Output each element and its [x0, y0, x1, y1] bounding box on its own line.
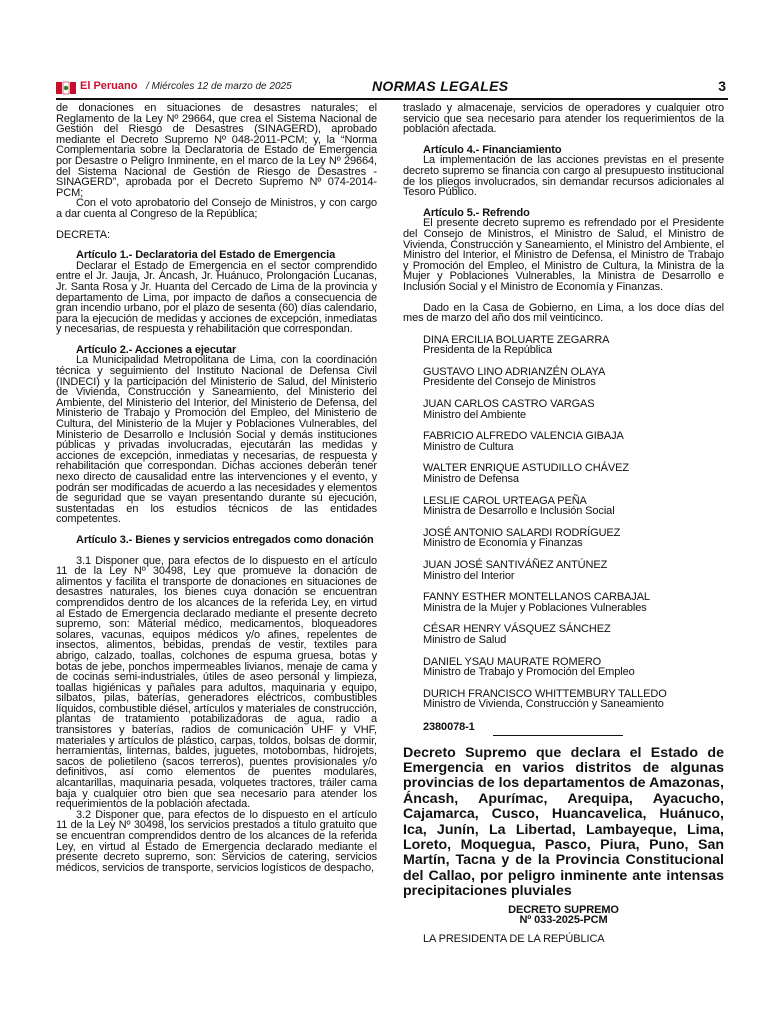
- article-3-title: Artículo 3.- Bienes y servicios entregados como donación: [76, 533, 374, 546]
- signatory-name: DURICH FRANCISCO WHITTEMBURY TALLEDO: [423, 687, 667, 700]
- signatory-title: Ministra de la Mujer y Poblaciones Vulnerables: [423, 601, 647, 614]
- el-peruano-logo-icon: [56, 80, 76, 96]
- signatory-title: Ministro de Salud: [423, 633, 507, 646]
- article-1-text: Declarar el Estado de Emergencia en el sector comprendido entre el Jr. Jauja, Jr. Áncash, Jr. Huánuco, Prolongación Lucanas, Jr. Santa Rosa y Jr. Huanta del Cercado de Lima de la provincia y departamento de Lima, por impacto de daños a consecuencia de gran incendio urbano, por el plazo de sesenta (60) días calendario, para la ejecución de medidas y acciones de excepción, inmediatas y necesarias, de respuesta y rehabilitación que correspondan.: [56, 259, 377, 336]
- page-number: 3: [718, 78, 726, 94]
- separator-rule: [493, 735, 623, 736]
- decree-number: Nº 033-2025-PCM: [519, 914, 608, 927]
- decree-label: DECRETO SUPREMO: [508, 903, 619, 916]
- signatory-title: Ministra de Desarrollo e Inclusión Social: [423, 505, 615, 518]
- continuation-paragraph: traslado y almacenaje, servicios de operadores y cualquier otro servicio que sea necesario para atender los requerimientos de la población afectada.: [403, 103, 724, 136]
- section-title: NORMAS LEGALES: [372, 78, 509, 94]
- signatory-name: JUAN JOSÉ SANTIVÁÑEZ ANTÚNEZ: [423, 559, 608, 571]
- page-header: [56, 78, 728, 100]
- signatory-title: Ministro de Economía y Finanzas: [423, 537, 583, 550]
- signatory-name: FANNY ESTHER MONTELLANOS CARBAJAL: [423, 591, 650, 604]
- decreta-heading: DECRETA:: [56, 228, 111, 241]
- signatory-title: Ministro de Defensa: [423, 473, 519, 486]
- dado-paragraph: Dado en la Casa de Gobierno, en Lima, a los doce días del mes de marzo del año dos mil veinticinco.: [403, 301, 724, 325]
- publication-code: 2380078-1: [423, 720, 475, 733]
- article-1-title: Artículo 1.- Declaratoria del Estado de Emergencia: [76, 249, 336, 262]
- signatory-title: Presidente del Consejo de Ministros: [423, 376, 596, 389]
- signatory-title: Presidenta de la República: [423, 344, 552, 357]
- left-column: [56, 103, 377, 1018]
- signatory-title: Ministro de Cultura: [423, 440, 514, 453]
- signatory-title: Ministro de Vivienda, Construcción y Saneamiento: [423, 698, 664, 711]
- signatory-name: GUSTAVO LINO ADRIANZÉN OLAYA: [423, 365, 606, 378]
- signatory-title: Ministro de Trabajo y Promoción del Empleo: [423, 666, 635, 679]
- issue-date: / Miércoles 12 de marzo de 2025: [146, 81, 292, 92]
- right-column: [403, 103, 724, 1018]
- presidenta-heading: LA PRESIDENTA DE LA REPÚBLICA: [423, 932, 605, 945]
- signatory-name: WALTER ENRIQUE ASTUDILLO CHÁVEZ: [423, 462, 629, 475]
- signatory-name: CÉSAR HENRY VÁSQUEZ SÁNCHEZ: [423, 623, 611, 636]
- article-5-text: El presente decreto supremo es refrendado por el Presidente del Consejo de Ministros, el Ministro de Salud, el Ministro de Vivienda, Construcción y Saneamiento, el Ministro del Ambiente, el Ministro del Interior, el Ministro de Defensa, el Ministro de Trabajo y Promoción del Empleo, el Ministro de Cultura, la Ministra de la Mujer y Poblaciones Vulnerables, la Ministra de Desarrollo e Inclusión Social y el Ministro de Economía y Finanzas.: [403, 217, 724, 293]
- intro-paragraph: de donaciones en situaciones de desastres naturales; el Reglamento de la Ley Nº 29664, que crea el Sistema Nacional de Gestión del Riesgo de Desastres (SINAGERD), aprobado mediante el Decreto Supremo Nº 048-2011-PCM; y, la “Norma Complementaria sobre la Declaratoria de Estado de Emergencia por Desastre o Peligro Inminente, en el marco de la Ley Nº 29664, del Sistema Nacional de Gestión de Riesgo de Desastres - SINAGERD”, aprobada por el Decreto Supremo Nº 074-2014-PCM;: [56, 103, 377, 199]
- decree-title: Decreto Supremo que declara el Estado de Emergencia en varios distritos de algunas provincias de los departamentos de Amazonas, Áncash, Apurímac, Arequipa, Ayacucho, Cajamarca, Cusco, Huancavelica, Huánuco, Ica, Junín, La Libertad, Lambayeque, Lima, Loreto, Moquegua, Pasco, Piura, Puno, San Martín, Tacna y de la Provincia Constitucional del Callao, por peligro inminente ante intensas precipitaciones pluviales: [403, 744, 724, 900]
- signatory-name: JUAN CARLOS CASTRO VARGAS: [423, 398, 595, 411]
- article-5-title: Artículo 5.- Refrendo: [423, 206, 530, 219]
- signatory-name: DANIEL YSAU MAURATE ROMERO: [423, 655, 602, 668]
- article-2-title: Artículo 2.- Acciones a ejecutar: [76, 343, 237, 356]
- signatory-name: DINA ERCILIA BOLUARTE ZEGARRA: [423, 333, 610, 346]
- newspaper-brand: El Peruano: [80, 80, 138, 92]
- article-2-text: La Municipalidad Metropolitana de Lima, con la coordinación técnica y seguimiento del Instituto Nacional de Defensa Civil (INDECI) y la participación del Ministerio de Salud, del Ministerio de Vivienda, Construcción y Saneamiento, del Ministerio del Ambiente, del Ministerio del Interior, del Ministerio de Defensa, del Ministerio de Trabajo y Promoción del Empleo, del Ministerio de Cultura, del Ministerio de la Mujer y Poblaciones Vulnerables, del Ministerio de Desarrollo e Inclusión Social y demás instituciones públicas y privadas involucradas, ejecutarán las medidas y acciones de excepción, inmediatas y necesarias, de respuesta y rehabilitación que correspondan. Dichas acciones deberán tener nexo directo de causalidad entre las intervenciones y el evento, y podrán ser modificadas de acuerdo a las necesidades y elementos de seguridad que se vayan presentando durante su ejecución, sustentadas en los estudios técnicos de las entidades competentes.: [56, 354, 377, 526]
- signatory-name: LESLIE CAROL URTEAGA PEÑA: [423, 494, 587, 507]
- signatory-name: JOSÉ ANTONIO SALARDI RODRÍGUEZ: [423, 526, 621, 539]
- article-4-text: La implementación de las acciones previstas en el presente decreto supremo se financia con cargo al presupuesto institucional de los pliegos involucrados, sin demandar recursos adicionales al Tesoro Público.: [403, 154, 724, 199]
- article-3-2-text: 3.2 Disponer que, para efectos de lo dispuesto en el artículo 11 de la Ley Nº 30498, los servicios prestados a título gratuito que se encuentran comprendidos dentro de los alcances de la referida Ley, en virtud al Estado de Emergencia declarado mediante el presente decreto supremo, son: Servicios de catering, servicios médicos, servicios de transporte, servicios logísticos de despacho,: [56, 808, 377, 874]
- signatory-title: Ministro del Interior: [423, 569, 515, 582]
- article-4-title: Artículo 4.- Financiamiento: [423, 143, 562, 156]
- signatories-list: [403, 335, 724, 710]
- signatory-name: FABRICIO ALFREDO VALENCIA GIBAJA: [423, 430, 624, 443]
- article-3-1-text: 3.1 Disponer que, para efectos de lo dispuesto en el artículo 11 de la Ley Nº 30498, Ley que promueve la donación de alimentos y facilita el transporte de donaciones en situaciones de desastres naturales, los bienes cuya donación se encuentran comprendidos dentro de los alcances de la referida Ley, en virtud al Estado de Emergencia declarado mediante el presente decreto supremo, son: Material médico, medicamentos, bloqueadores solares, vacunas, equipos médicos y/o afines, repelentes de insectos, alimentos, bebidas, prendas de vestir, textiles para abrigo, calzado, toallas, colchones de espuma gruesa, botas y botas de jebe, ponchos impermeables livianos, menaje de cama y de cocinas semi-industriales, útiles de aseo personal y limpieza, toallas higiénicas y pañales para adultos, maquinaria y equipo, silbatos, pilas, baterías, generadores eléctricos, combustibles líquidos, combustible diésel, artículos y materiales de construcción, plantas de tratamiento potabilizadoras de agua, radio a transistores y baterías, radios de comunicación UHF y VHF, materiales y artículos de plástico, carpas, toldos, bolsas de dormir, herramientas, linternas, baldes, juguetes, motobombas, hidrojets, sacos de polietileno (sacos terreros), puentes provisionales y/o definitivos, así como elementos de puentes modulares, alcantarillas, maquinaria pesada, volquetes tractores, tráiler cama baja y cualquier otro bien que sea necesario para atender los requerimientos de la población afectada.: [56, 554, 377, 811]
- vote-paragraph: Con el voto aprobatorio del Consejo de Ministros, y con cargo a dar cuenta al Congreso de la República;: [56, 197, 377, 220]
- signatory-title: Ministro del Ambiente: [423, 408, 527, 421]
